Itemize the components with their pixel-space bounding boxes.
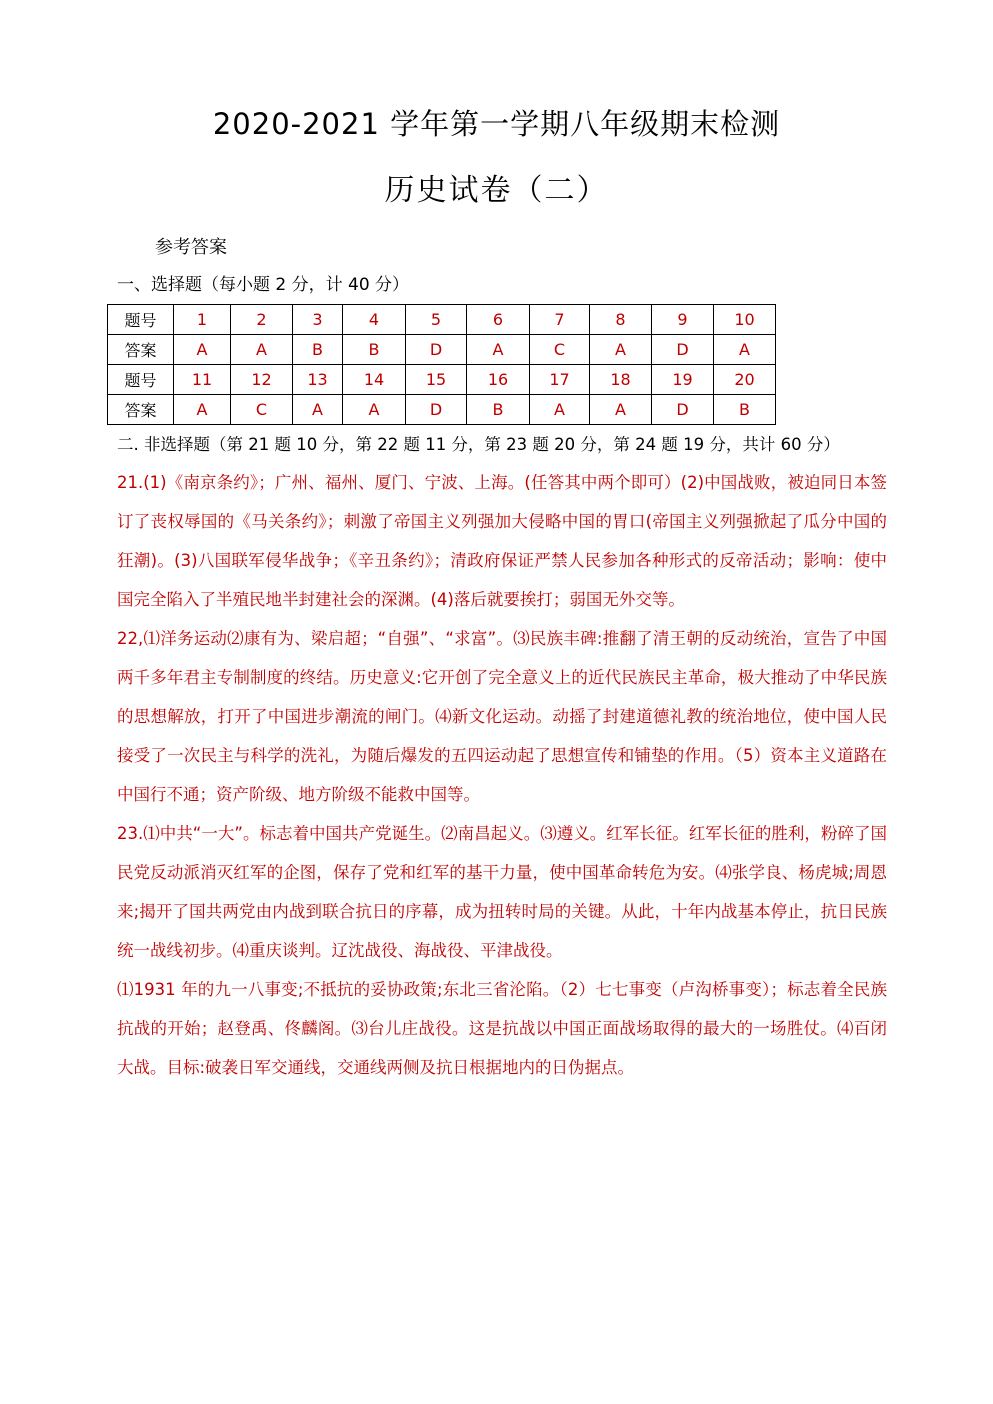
table-cell: 9 (652, 305, 714, 335)
row-label: 题号 (108, 305, 174, 335)
table-cell: 3 (293, 305, 343, 335)
table-cell: 5 (406, 305, 467, 335)
section1-heading: 一、选择题（每小题 2 分，计 40 分） (117, 275, 410, 295)
table-cell: B (343, 335, 406, 365)
table-cell: A (714, 335, 776, 365)
table-cell: 2 (231, 305, 293, 335)
row-label: 答案 (108, 335, 174, 365)
table-cell: C (530, 335, 590, 365)
table-cell: 13 (293, 365, 343, 395)
table-cell: A (231, 335, 293, 365)
table-row (108, 365, 776, 395)
table-cell: A (590, 335, 652, 365)
page-title: 2020-2021 学年第一学期八年级期末检测 (212, 107, 781, 141)
table-cell: A (174, 335, 231, 365)
answer-21: 21.(1)《南京条约》；广州、福州、厦门、宁波、上海。(任答其中两个即可）(2)中国战败，被迫同日本签订了丧权辱国的《马关条约》；刺激了帝国主义列强加大侵略中国的胃口(帝国主义列强掀起了瓜分中国的狂潮)。(3)八国联军侵华战争；《辛丑条约》；清政府保证严禁人民参加各种形式的反帝活动；影响：使中国完全陷入了半殖民地半封建社会的深渊。(4)落后就要挨打；弱国无外交等。 (117, 473, 887, 609)
answer-24: ⑴1931 年的九一八事变;不抵抗的妥协政策;东北三省沦陷。（2）七七事变（卢沟桥事变）；标志着全民族抗战的开始；赵登禹、佟麟阁。⑶台儿庄战役。这是抗战以中国正面战场取得的最大的一场胜仗。⑷百闭大战。目标:破袭日军交通线，交通线两侧及抗日根据地内的日伪据点。 (117, 980, 887, 1077)
answer-22: 22,⑴洋务运动⑵康有为、梁启超；“自强”、“求富”。⑶民族丰碑:推翻了清王朝的反动统治，宣告了中国两千多年君主专制制度的终结。历史意义:它开创了完全意义上的近代民族民主革命，极大推动了中华民族的思想解放，打开了中国进步潮流的闸门。⑷新文化运动。动摇了封建道德礼教的统治地位，使中国人民接受了一次民主与科学的洗礼，为随后爆发的五四运动起了思想宣传和铺垫的作用。（5）资本主义道路在中国行不通；资产阶级、地方阶级不能救中国等。 (117, 629, 887, 804)
table-cell: D (652, 335, 714, 365)
table-cell: C (231, 395, 293, 425)
table-cell: 12 (231, 365, 293, 395)
table-cell: 7 (530, 305, 590, 335)
table-cell: 17 (530, 365, 590, 395)
table-cell: A (343, 395, 406, 425)
table-cell: 10 (714, 305, 776, 335)
page-subtitle: 历史试卷（二） (384, 173, 609, 208)
table-row (108, 395, 776, 425)
table-cell: 20 (714, 365, 776, 395)
reference-answer-label: 参考答案 (155, 237, 227, 258)
choice-answer-table (107, 304, 776, 425)
table-cell: 1 (174, 305, 231, 335)
table-cell: 8 (590, 305, 652, 335)
table-cell: A (174, 395, 231, 425)
table-cell: B (714, 395, 776, 425)
table-cell: A (590, 395, 652, 425)
table-cell: A (467, 335, 530, 365)
table-cell: 14 (343, 365, 406, 395)
table-row (108, 305, 776, 335)
section2-heading: 二. 非选择题（第 21 题 10 分，第 22 题 11 分，第 23 题 20 分，第 24 题 19 分，共计 60 分） (117, 435, 840, 454)
table-cell: 4 (343, 305, 406, 335)
table-cell: 6 (467, 305, 530, 335)
table-cell: 19 (652, 365, 714, 395)
answer-body (117, 463, 887, 1087)
table-cell: A (293, 395, 343, 425)
table-row (108, 335, 776, 365)
row-label: 题号 (108, 365, 174, 395)
answer-23: 23.⑴中共“一大”。标志着中国共产党诞生。⑵南昌起义。⑶遵义。红军长征。红军长征的胜利，粉碎了国民党反动派消灭红军的企图，保存了党和红军的基干力量，使中国革命转危为安。⑷张学良、杨虎城;周恩来;揭开了国共两党由内战到联合抗日的序幕，成为扭转时局的关键。从此，十年内战基本停止，抗日民族统一战线初步。⑷重庆谈判。辽沈战役、海战役、平津战役。 (117, 824, 887, 960)
table-cell: A (530, 395, 590, 425)
row-label: 答案 (108, 395, 174, 425)
table-cell: B (293, 335, 343, 365)
table-cell: D (652, 395, 714, 425)
table-cell: 16 (467, 365, 530, 395)
table-cell: B (467, 395, 530, 425)
table-cell: 11 (174, 365, 231, 395)
table-cell: D (406, 335, 467, 365)
table-cell: 18 (590, 365, 652, 395)
table-cell: 15 (406, 365, 467, 395)
table-cell: D (406, 395, 467, 425)
